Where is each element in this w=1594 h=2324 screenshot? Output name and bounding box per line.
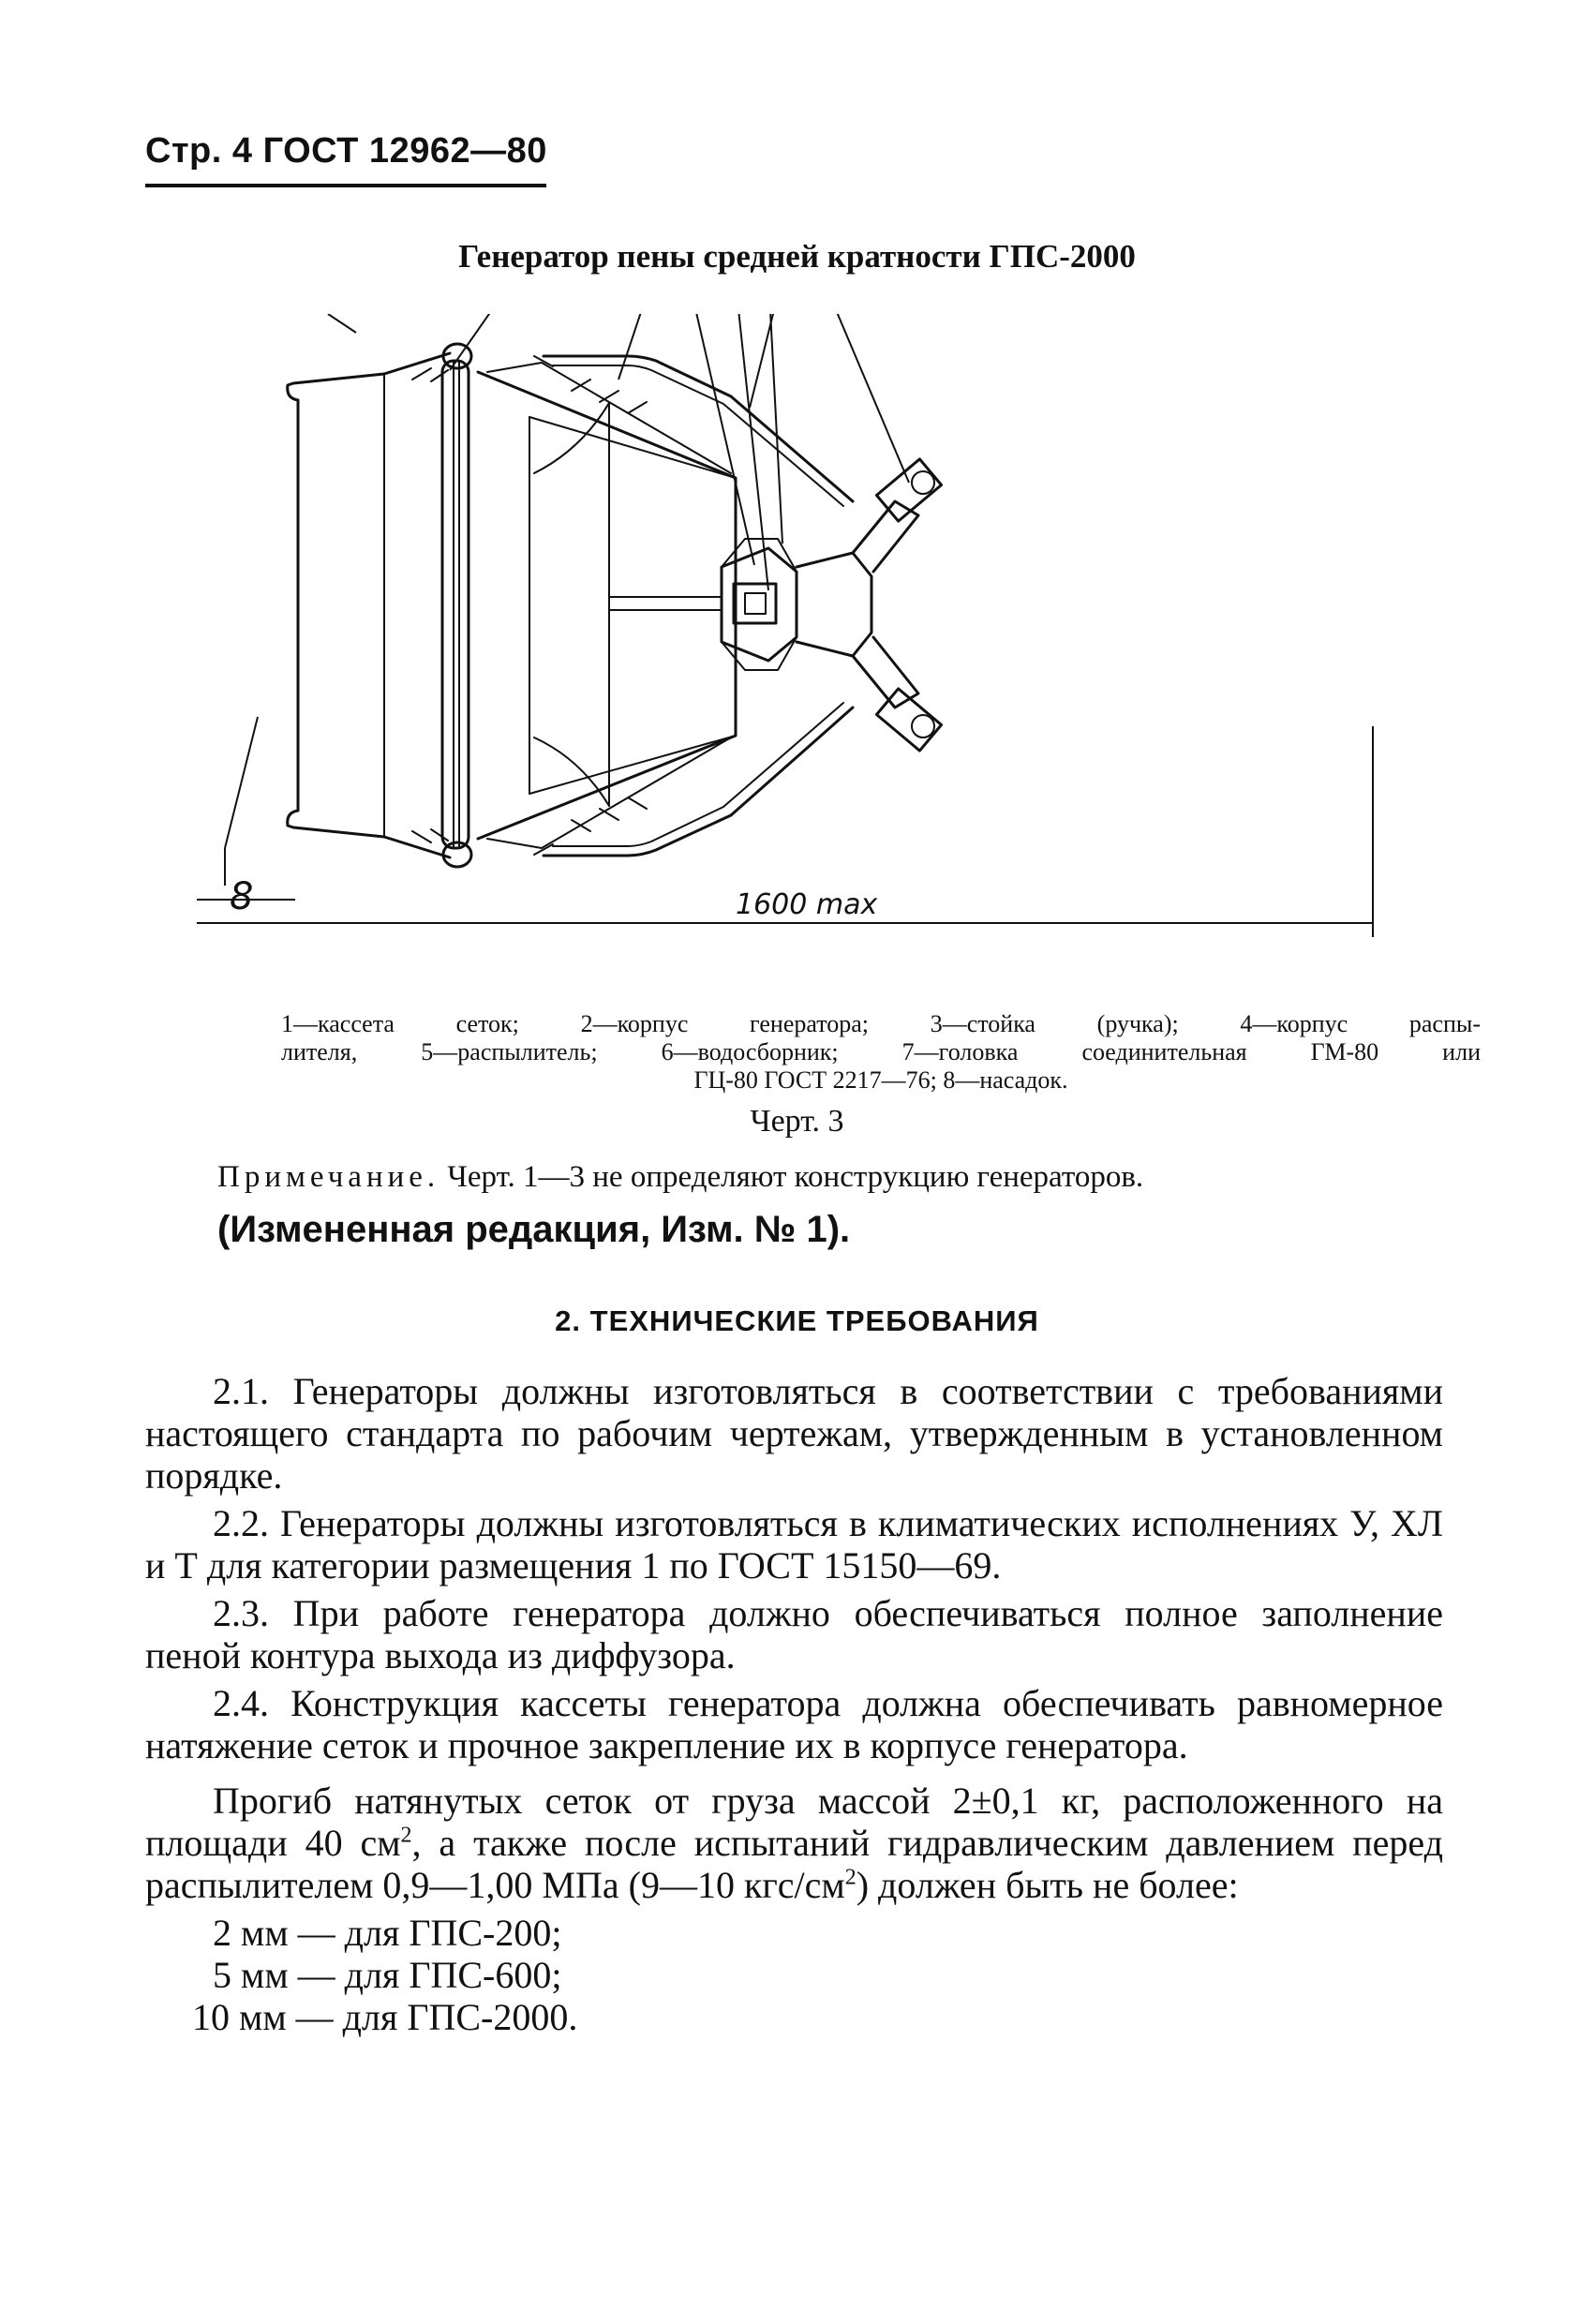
figure-title: Генератор пены средней кратности ГПС-2000 (458, 238, 1136, 275)
page-header: Стр. 4 ГОСТ 12962—80 (145, 131, 547, 171)
paragraph-2-1: 2.1. Генераторы должны изготовляться в соответствии с требованиями настоящего стандарта по рабочим чертежам, утвержденным в установленном порядке. (145, 1370, 1443, 1497)
edit-note: (Измененная редакция, Изм. № 1). (217, 1209, 851, 1250)
rack-handle-bottom (544, 708, 853, 856)
caption-line: ГЦ-80 ГОСТ 2217—76; 8—насадок. (693, 1066, 1068, 1094)
paragraph-2-3: 2.3. При работе генератора должно обеспечиваться полное заполнение пеной контура выхода из диффузора. (145, 1592, 1443, 1676)
paragraph-2-2: 2.2. Генераторы должны изготовляться в климатических исполнениях У, ХЛ и Т для категории размещения 1 по ГОСТ 15150—69. (145, 1502, 1443, 1587)
cassette-bolt-top (443, 344, 471, 368)
caption-line: лителя, 5—распылитель; 6—водосборник; 7—головка соединительная ГМ-80 или (281, 1038, 1481, 1065)
mesh-cassette-inner (454, 361, 459, 848)
list-item: 10 мм — для ГПС-2000. (192, 1996, 578, 2038)
note (217, 1160, 1143, 1195)
nozzle-bottom-edge (288, 811, 450, 857)
water-collector (722, 539, 797, 572)
generator-body-outline (478, 372, 736, 839)
connection-head-body (797, 553, 871, 656)
list-item: 5 мм — для ГПС-600; (213, 1954, 562, 1996)
figure-caption (281, 1010, 1481, 1095)
figure-number: Черт. 3 (750, 1104, 844, 1139)
callout-8: 8 (230, 875, 254, 918)
note-label: Примечание. (217, 1160, 440, 1194)
nozzle-top-edge (288, 353, 450, 400)
mesh-cassette (442, 361, 469, 848)
cassette-bolt-bottom (443, 842, 471, 867)
list-item: 2 мм — для ГПС-200; (213, 1912, 562, 1954)
header-rule (145, 184, 546, 187)
length-dimension: 1600 max (736, 888, 878, 921)
paragraph-deflection: Прогиб натянутых сеток от груза массой 2±0,1 кг, расположенного на площади 40 $см^2$, а также после испытаний гидравлическим давлением перед распылителем 0,9—1,00 МПа (9—10 кгс/$см^2$) должен быть не более: (145, 1780, 1443, 1906)
section-title: 2. ТЕХНИЧЕСКИЕ ТРЕБОВАНИЯ (555, 1304, 1039, 1337)
note-text: Черт. 1—3 не определяют конструкцию генераторов. (447, 1160, 1144, 1194)
paragraph-2-4: 2.4. Конструкция кассеты генератора должна обеспечивать равномерное натяжение сеток и прочное закрепление их в корпусе генератора. (145, 1682, 1443, 1766)
foam-generator-drawing (197, 314, 1387, 989)
sprayer (734, 584, 776, 623)
body-text (145, 1370, 1443, 2038)
caption-line: 1—кассета сеток; 2—корпус генератора; 3—стойка (ручка); 4—корпус распы- (281, 1010, 1481, 1037)
